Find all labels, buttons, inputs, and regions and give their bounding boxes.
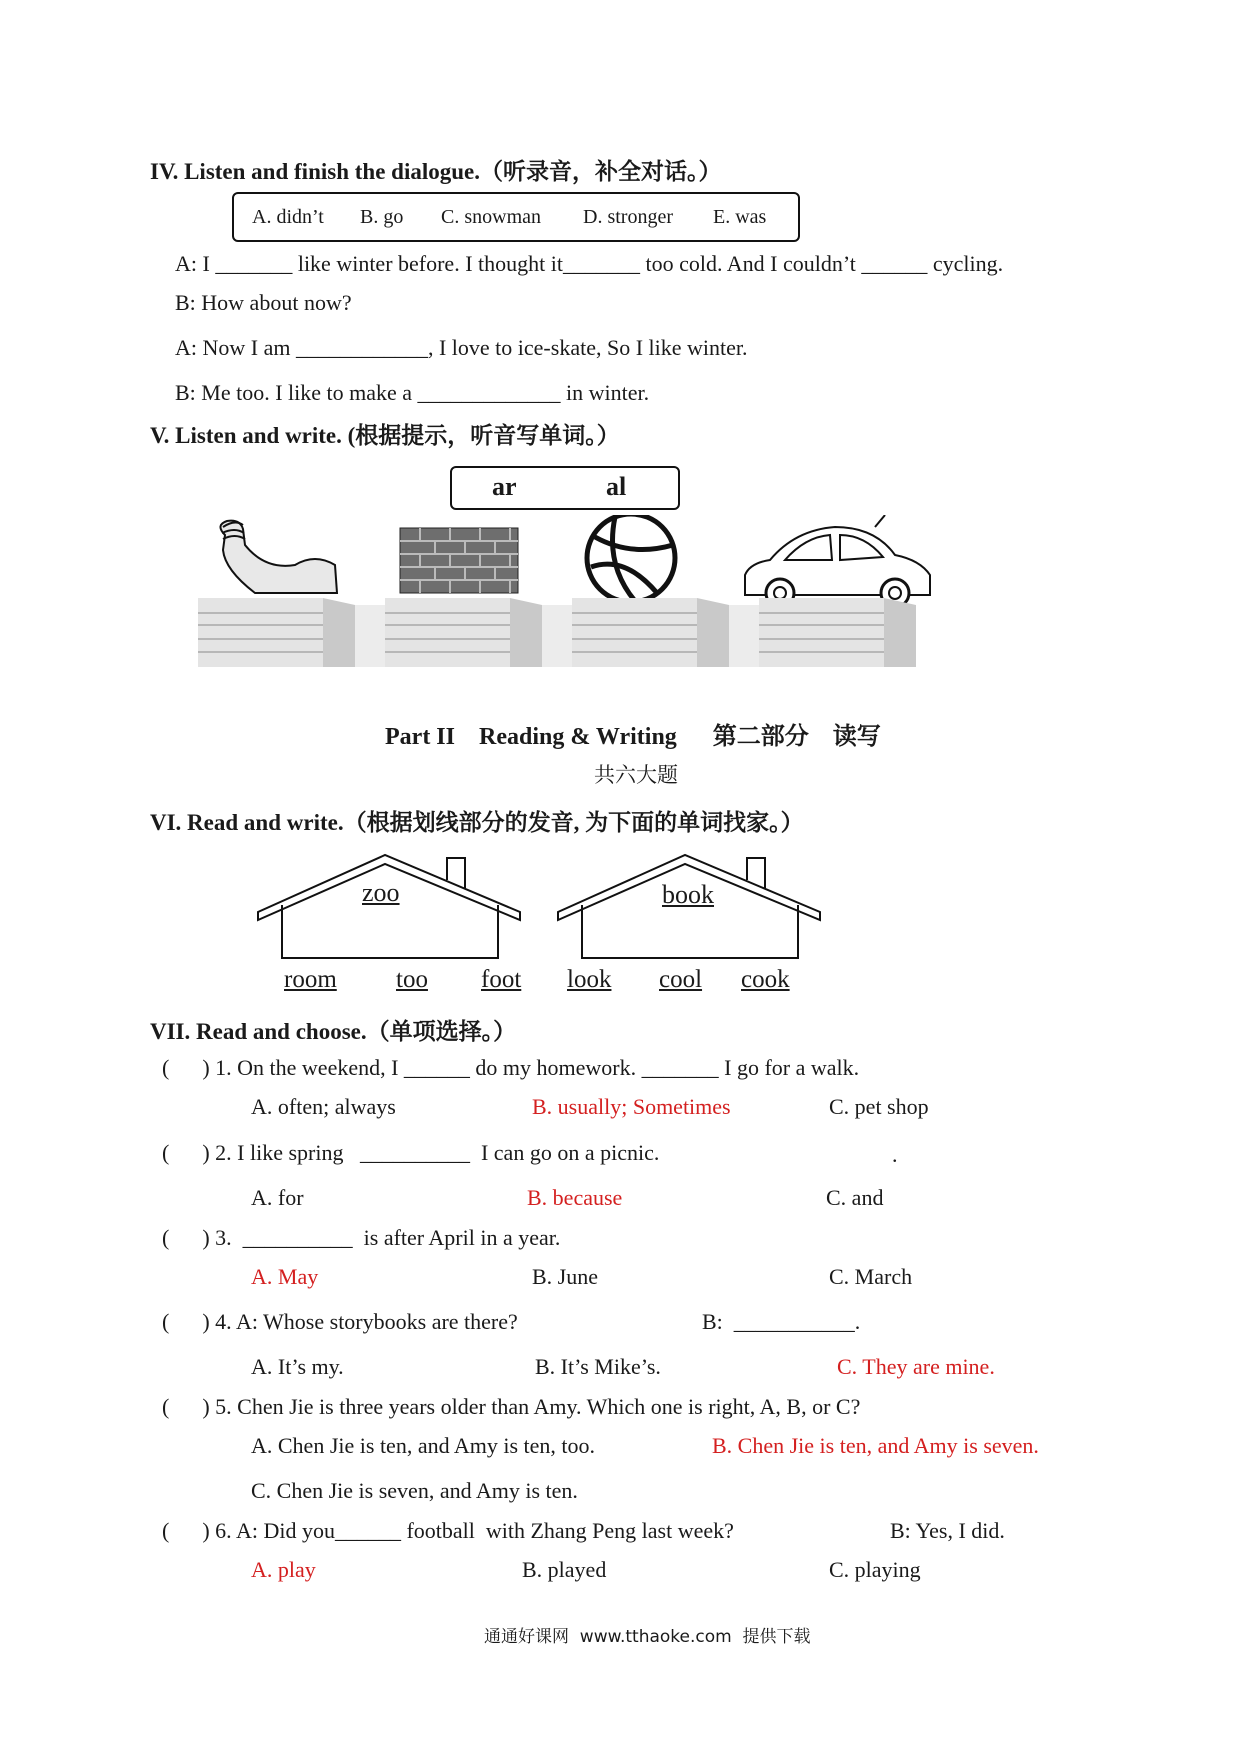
word-foot: foot xyxy=(481,966,522,993)
picture-strip xyxy=(195,515,940,670)
option-a-answer: A. play xyxy=(251,1557,316,1582)
dialogue-line: B: How about now? xyxy=(175,290,352,315)
question-stem: ( ) 4. A: Whose storybooks are there? xyxy=(162,1309,518,1334)
part-2-title: Part II Reading & Writing 第二部分 读写 xyxy=(385,724,881,750)
option-c: C. playing xyxy=(829,1557,921,1582)
question-stem: ( ) 6. A: Did you______ football with Zhang Peng last week? xyxy=(162,1518,734,1543)
part-2-subtitle: 共六大题 xyxy=(594,763,678,787)
option-c-answer: C. They are mine. xyxy=(837,1354,995,1379)
writing-lines xyxy=(198,598,916,667)
question-stem: ( ) 5. Chen Jie is three years older than Amy. Which one is right, A, B, or C? xyxy=(162,1394,861,1419)
hint-al: al xyxy=(606,472,627,501)
question-extra: . xyxy=(892,1142,898,1167)
option-b-answer: B. usually; Sometimes xyxy=(532,1094,731,1119)
option-a: A. It’s my. xyxy=(251,1354,344,1379)
word-bank-option: A. didn’t xyxy=(252,206,324,228)
option-b: B. played xyxy=(522,1557,607,1582)
option-a-answer: A. May xyxy=(251,1264,319,1289)
section-6-title: VI. Read and write.（根据划线部分的发音, 为下面的单词找家。） xyxy=(150,810,804,835)
option-c: C. Chen Jie is seven, and Amy is ten. xyxy=(251,1478,578,1503)
option-a: A. Chen Jie is ten, and Amy is ten, too. xyxy=(251,1433,596,1458)
word-look: look xyxy=(567,966,612,993)
question-extra: B: ___________. xyxy=(702,1309,861,1334)
option-a: A. often; always xyxy=(251,1094,396,1119)
section-4-title: IV. Listen and finish the dialogue.（听录音，补全对话。） xyxy=(150,159,722,184)
question-stem: ( ) 2. I like spring __________ I can go on a picnic. xyxy=(162,1140,660,1165)
word-room: room xyxy=(284,966,337,993)
dialogue-line: B: Me too. I like to make a _____________ in winter. xyxy=(175,380,650,405)
option-a: A. for xyxy=(251,1185,304,1210)
word-bank-option: B. go xyxy=(360,206,404,228)
arm-icon xyxy=(220,521,337,593)
option-c: C. March xyxy=(829,1264,913,1289)
word-too: too xyxy=(396,966,428,993)
hint-ar: ar xyxy=(492,472,517,501)
option-c: C. and xyxy=(826,1185,884,1210)
option-b-answer: B. because xyxy=(527,1185,623,1210)
word-cook: cook xyxy=(741,966,790,993)
question-stem: ( ) 3. __________ is after April in a year. xyxy=(162,1225,561,1250)
house-label-book: book xyxy=(662,880,714,909)
section-5-title: V. Listen and write. (根据提示，听音写单词。） xyxy=(150,423,620,448)
houses xyxy=(255,850,830,965)
ball-icon xyxy=(587,515,675,602)
option-b: B. It’s Mike’s. xyxy=(535,1354,661,1379)
word-bank-option: E. was xyxy=(713,206,767,228)
dialogue-line: A: I _______ like winter before. I thought it_______ too cold. And I couldn’t ______ cycling. xyxy=(175,251,1004,276)
question-extra: B: Yes, I did. xyxy=(890,1518,1005,1543)
word-cool: cool xyxy=(659,966,703,993)
word-bank-option: D. stronger xyxy=(583,206,673,228)
house-label-zoo: zoo xyxy=(362,878,400,907)
section-7-title: VII. Read and choose.（单项选择。） xyxy=(150,1019,517,1044)
word-bank-option: C. snowman xyxy=(441,206,541,228)
dialogue-line: A: Now I am ____________, I love to ice-skate, So I like winter. xyxy=(175,335,748,360)
option-c: C. pet shop xyxy=(829,1094,929,1119)
brick-wall-icon xyxy=(400,528,518,593)
option-b: B. June xyxy=(532,1264,598,1289)
car-icon xyxy=(745,515,930,607)
letter-hint-box xyxy=(450,466,680,510)
question-stem: ( ) 1. On the weekend, I ______ do my homework. _______ I go for a walk. xyxy=(162,1055,860,1080)
page-footer: 通通好课网 www.tthaoke.com 提供下载 xyxy=(484,1627,811,1647)
option-b-answer: B. Chen Jie is ten, and Amy is seven. xyxy=(712,1433,1039,1458)
